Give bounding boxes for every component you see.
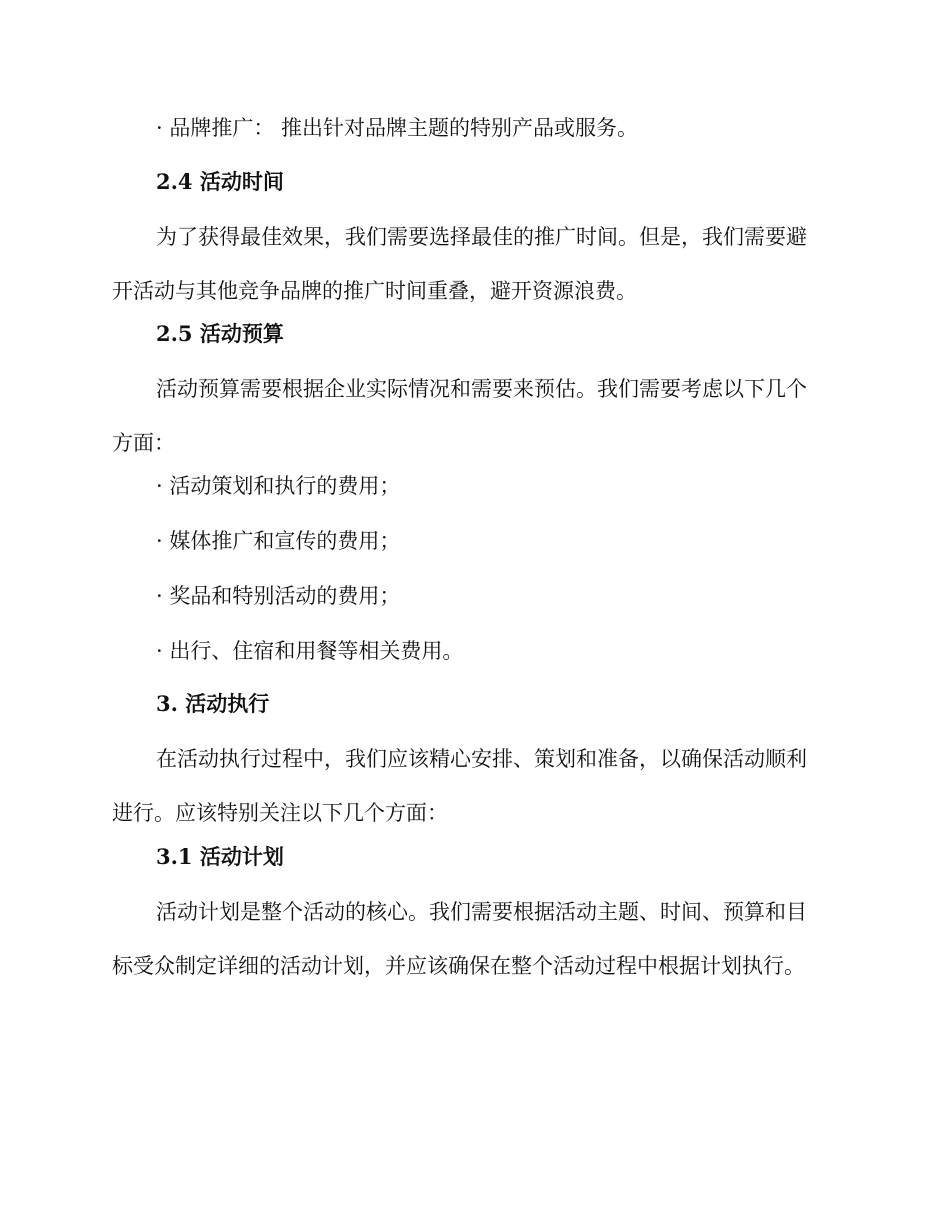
heading-3-1: 3.1 活动计划 xyxy=(156,844,284,869)
paragraph-2-5 xyxy=(112,362,832,470)
paragraph-3-1 xyxy=(112,885,832,993)
paragraph-2-4 xyxy=(112,210,832,318)
paragraph-2-5-line-1: 活动预算需要根据企业实际情况和需要来预估。我们需要考虑以下几个 xyxy=(156,377,807,401)
heading-3: 3. 活动执行 xyxy=(156,691,270,716)
budget-item: · 出行、住宿和用餐等相关费用。 xyxy=(156,639,464,663)
paragraph-3-line-1: 在活动执行过程中，我们应该精心安排、策划和准备，以确保活动顺利 xyxy=(156,747,807,771)
paragraph-3 xyxy=(112,732,832,840)
budget-item: · 奖品和特别活动的费用； xyxy=(156,584,401,608)
heading-2-5: 2.5 活动预算 xyxy=(156,321,284,346)
budget-item: · 媒体推广和宣传的费用； xyxy=(156,529,401,553)
bullet-brand-promotion: · 品牌推广： 推出针对品牌主题的特别产品或服务。 xyxy=(156,116,639,140)
paragraph-3-line-2: 进行。应该特别关注以下几个方面： xyxy=(112,801,448,825)
paragraph-2-4-line-1: 为了获得最佳效果，我们需要选择最佳的推广时间。但是，我们需要避 xyxy=(156,225,807,249)
paragraph-2-5-line-2: 方面： xyxy=(112,431,175,455)
paragraph-2-4-line-2: 开活动与其他竞争品牌的推广时间重叠，避开资源浪费。 xyxy=(112,279,637,303)
paragraph-3-1-line-1: 活动计划是整个活动的核心。我们需要根据活动主题、时间、预算和目 xyxy=(156,900,807,924)
heading-2-4: 2.4 活动时间 xyxy=(156,169,284,194)
budget-item: · 活动策划和执行的费用； xyxy=(156,474,401,498)
paragraph-3-1-line-2: 标受众制定详细的活动计划，并应该确保在整个活动过程中根据计划执行。 xyxy=(112,954,805,978)
